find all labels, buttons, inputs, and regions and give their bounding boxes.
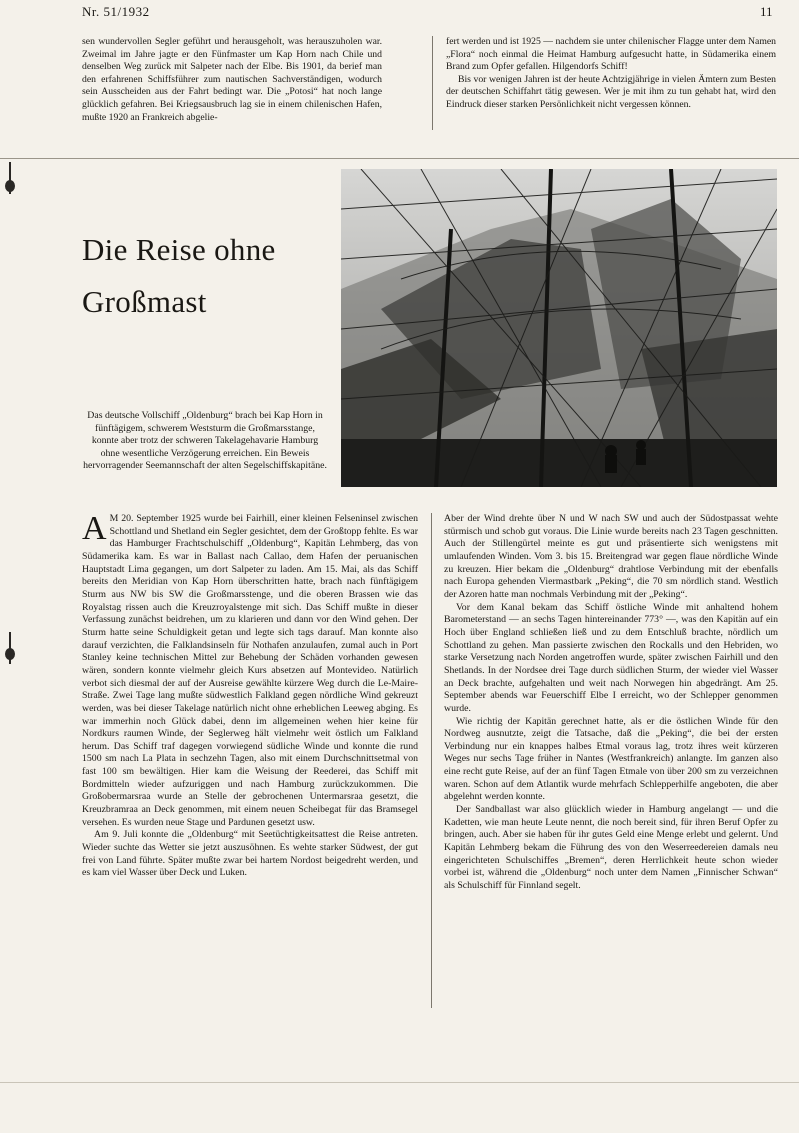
article-paragraph: Aber der Wind drehte über N und W nach SW und auch der Südostpassat wehte stürmisch und schob gut voraus. Die Linie wurde bereits nach 23 Tagen geschnitten. Auch der Stillengürtel meinte es gut und präsentierte sich wenigstens mit umlaufenden Winden. Vom 3. bis 15. Breitengrad war gegen flaue nördliche Winde zu kreuzen. Hier bekam die „Oldenburg“ drahtlose Verbindung mit der ebenfalls nach Europa gehenden Viermastbark „Peking“, die 70 sm nördlich stand. Westlich der Azoren hatte man nochmals Verbindung mit der „Peking“. [444,513,778,600]
ship-rigging-image [341,169,777,487]
article-paragraph: Wie richtig der Kapitän gerechnet hatte, als er die östlichen Winde für den Nordweg ausnutzte, zeigt die Tatsache, daß die „Peking“, die bei der ersten Verbindung nur ein knappes halbes Etmal voraus lag, trotz ihres weit kürzeren Weges nur sechs Tage früher in Nantes (Westfrankreich) anlangte. Im ganzen also eine recht gute Reise, auf der an fünf Tagen Etmale von über 200 sm zu verzeichnen waren. Schon auf dem Atlantik wurde mehrfach Schlepperhilfe angeboten, die aber abgelehnt werden konnte. [444,715,778,803]
intro-paragraph: fert werden und ist 1925 — nachdem sie unter chilenischer Flagge unter dem Namen „Flora“ noch einmal die Heimat Hamburg aufgesucht hatte, in Südamerika einem Brand zum Opfer gefallen. Hilgendorfs Schiff! [446,36,776,73]
article-column-right [444,513,778,893]
binding-hole-mark [4,632,16,664]
paragraph-text: M 20. September 1925 wurde bei Fairhill, einer kleinen Felseninsel zwischen Schottland und Shetland ein Segler gesichtet, dem der Großtopp fehlte. Es war das Hamburger Frachtschulschiff „Oldenburg“, Kapitän Lehmberg, das von Südamerika kam. Es war in Ballast nach Callao, dem Hafen der peruanischen Hauptstadt Lima gegangen, um dort Salpeter zu laden. Am 15. Mai, als das Schiff bereits den Meridian von Kap Horn überschritten hatte, brach nach fünftägigem Sturm aus NW bis SW die Großmarsstenge, und die oberen Brassen wie das Royalstag rissen auch die Kreuzroyalstenge mit sich. Das Schiff mußte in dieser Verfassung zunächst beidrehen, um zu klarieren und dann vor den Wind gehen. Der Sturm hatte seine Schuldigkeit getan und legte sich tags darauf. Man konnte also darauf verzichten, die Falklandsinseln für Nothafen anzulaufen, zumal auch in Port Stanley keine technischen Mittel zur Behebung der Schäden vorhanden gewesen wären, sondern konnte vielmehr gleich Kurs absetzen auf Montevideo. Natürlich verbot sich diesmal der auf der Ausreise gewählte kürzere Weg durch die Le-Maire-Straße. Zwei Tage lang mußte südwestlich Falkland gegen nördliche Wind gekreuzt werden, was bei dieser Takelage natürlich nicht ohne erheblichen Leeweg abging. Es war immerhin noch Glück dabei, denn im allgemeinen wehen hier keine für Nordkurs raumen Winde, der Seglerweg hält vielmehr weit östlich um Falkland herum. Das Schiff traf dagegen vorwiegend südliche Winde und konnte die rund 1500 sm nach La Plata in sechzehn Tagen, also mit einem Durchschnittsetmal von fast 100 sm bewältigen. Hier kam die Weisung der Reederei, das Schiff mit Bordmitteln wieder aufzuriggen und nach Hamburg zurückzukommen. Die Großobermarsraa wurde an Stelle der gebrochenen Untermarsraa gesetzt, die Kreuzbramraa an Deck genommen, mit einem neuen Scheibegat für das Bramsegel versehen. Es wurden neue Stage und Pardunen gesetzt usw. [82,513,418,828]
binding-hole-mark [4,162,16,194]
title-line: Die Reise ohne [82,232,276,267]
ship-rigging-photo [341,169,777,487]
intro-paragraph: Bis vor wenigen Jahren ist der heute Achtzigjährige in vielen Ämtern zum Besten der deutschen Schiffahrt tätig gewesen. Wer je mit ihm zu tun gehabt hat, wird den Eindruck dieser starken Persönlichkeit nicht vergessen können. [446,73,776,110]
issue-number: Nr. 51/1932 [82,4,150,19]
intro-paragraph: sen wundervollen Segler geführt und herausgeholt, was herauszuholen war. Zweimal im Jahre jagte er den Fünfmaster um Kap Horn nach Chile und denselben Weg zurück mit Salpeter nach der Elbe. Bis 1901, da berief man den erfahrenen Schiffsführer zum nautischen Sachverständigen, wodurch sein Ausscheiden aus der Fahrt bedingt war. Die „Potosi“ hat noch lange glücklich gefahren. Bei Kriegsausbruch lag sie in einem chilenischen Hafen, mußte 1920 an Frankreich abgelie- [82,36,382,123]
page-bottom-edge [0,1082,799,1083]
article-paragraph: Vor dem Kanal bekam das Schiff östliche Winde mit anhaltend hohem Barometerstand — an sechs Tagen hintereinander 773° —, was den Kapitän auf ein Hoch über England schließen ließ und zu dem Entschluß brachte, nördlich um Schottland zu gehen. Man passierte zwischen den Rockalls und den Hebriden, wo starke Versetzung nach Norden angetroffen wurde, später zwischen Fairhill und den Shetlands. In der Nordsee drei Tage durch südlichen Sturm, der wieder viel Wasser an Deck brachte, aufgehalten und weit nach Norwegen hin abgedrängt. Am 25. September abends war Feuerschiff Elbe I erreicht, wo der Schlepper genommen wurde. [444,601,778,714]
article-paragraph: Der Sandballast war also glücklich wieder in Hamburg angelangt — und die Kadetten, wie man heute Leute nennt, die noch bereit sind, für ihren Beruf Opfer zu bringen, auch. Aber sie haben für ihr gutes Geld eine Menge erlebt und gelernt. Und Kapitän Lehmberg bekam die Führung des von den Weserreedereien damals neu eingerichteten Schulschiffes „Bremen“, deren Herrlichkeit heute schon wieder vorbei ist, während die „Oldenburg“ noch unter dem Namen „Finnischer Schwan“ als Schulschiff für Finnland segelt. [444,804,778,892]
drop-cap: A [82,510,107,547]
article-paragraph: Am 9. Juli konnte die „Oldenburg“ mit Seetüchtigkeitsattest die Reise antreten. Wieder suchte das Wetter sie jetzt auszusöhnen. Es wehte starker Südwest, der gut frei von Land führte. Später mußte zwar bei hartem Nordost beigedreht werden, und es kam viel Wasser über Deck und Luken. [82,829,418,879]
article-title [82,224,332,328]
page-number: 11 [760,4,773,19]
column-divider [432,36,433,130]
intro-column-right [446,36,776,112]
title-line: Großmast [82,284,207,319]
column-divider [431,513,432,1008]
article-column-left [82,510,418,880]
article-paragraph [82,510,418,829]
section-divider [0,158,799,159]
photo-caption: Das deutsche Vollschiff „Oldenburg“ brach bei Kap Horn in fünftägigem, schwerem Weststurm die Großmarsstange, konnte aber trotz der schweren Takelagehavarie Hamburg ohne wesentliche Verzögerung erreichen. Ein Beweis hervorragender Seemannschaft der alten Segelschiffskapitäne. [83,410,327,472]
intro-column-left [82,36,382,124]
